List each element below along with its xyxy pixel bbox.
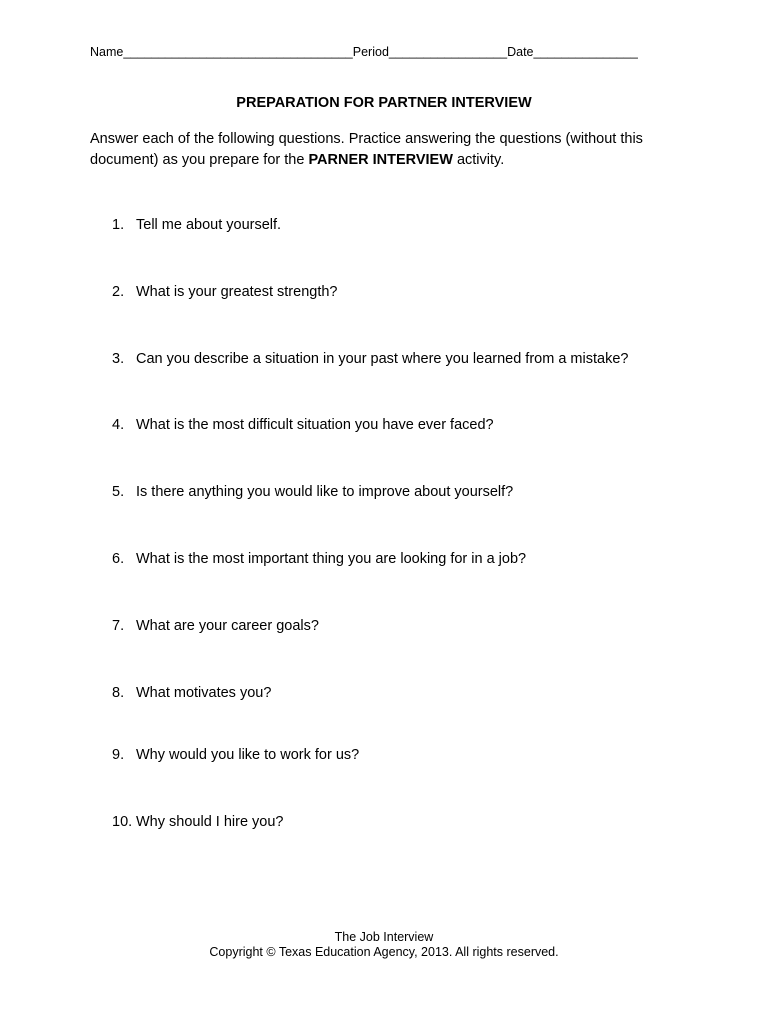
- date-label: Date: [507, 45, 534, 59]
- question-text: What are your career goals?: [136, 618, 319, 634]
- instructions-text-1: Answer each of the following questions. Practice answering the questions (without this document) as you prepare for the: [90, 131, 643, 168]
- question-text: What is the most important thing you are looking for in a job?: [136, 551, 527, 567]
- question-number: 6.: [112, 551, 125, 567]
- question-item: [112, 551, 526, 567]
- question-text: Why would you like to work for us?: [136, 747, 360, 763]
- question-text: What is the most difficult situation you have ever faced?: [136, 417, 494, 433]
- question-item: [112, 618, 319, 634]
- question-text: Why should I hire you?: [136, 814, 284, 830]
- question-number: 7.: [112, 618, 125, 634]
- name-label: Name: [90, 45, 124, 59]
- question-text: Tell me about yourself.: [136, 217, 282, 233]
- footer-title: The Job Interview: [334, 930, 434, 944]
- question-number: 4.: [112, 417, 125, 433]
- page-footer: [0, 930, 768, 960]
- period-blank[interactable]: _________________: [388, 45, 508, 59]
- question-text: Is there anything you would like to improve about yourself?: [136, 484, 514, 500]
- question-number: 9.: [112, 747, 125, 763]
- question-item: [112, 747, 359, 763]
- question-item: [112, 217, 281, 233]
- name-blank[interactable]: _________________________________: [123, 45, 353, 59]
- question-item: [112, 284, 338, 300]
- question-number: 2.: [112, 284, 125, 300]
- instructions-bold: PARNER INTERVIEW: [308, 152, 453, 168]
- question-number: 3.: [112, 351, 125, 367]
- page-title: PREPARATION FOR PARTNER INTERVIEW: [236, 95, 532, 111]
- question-number: 8.: [112, 685, 125, 701]
- question-item: [112, 351, 628, 367]
- instructions-text-2: activity.: [452, 152, 505, 168]
- question-item: [112, 417, 494, 433]
- date-blank[interactable]: _______________: [533, 45, 638, 59]
- question-text: Can you describe a situation in your past where you learned from a mistake?: [136, 351, 629, 367]
- question-item: [112, 685, 271, 701]
- question-item: [112, 484, 513, 500]
- question-item: [112, 814, 284, 830]
- question-number: 5.: [112, 484, 125, 500]
- question-number: 1.: [112, 217, 125, 233]
- question-number: 10.: [112, 814, 133, 830]
- question-text: What motivates you?: [136, 685, 272, 701]
- question-text: What is your greatest strength?: [136, 284, 338, 300]
- footer-copyright: Copyright © Texas Education Agency, 2013. All rights reserved.: [209, 945, 559, 959]
- period-label: Period: [352, 45, 389, 59]
